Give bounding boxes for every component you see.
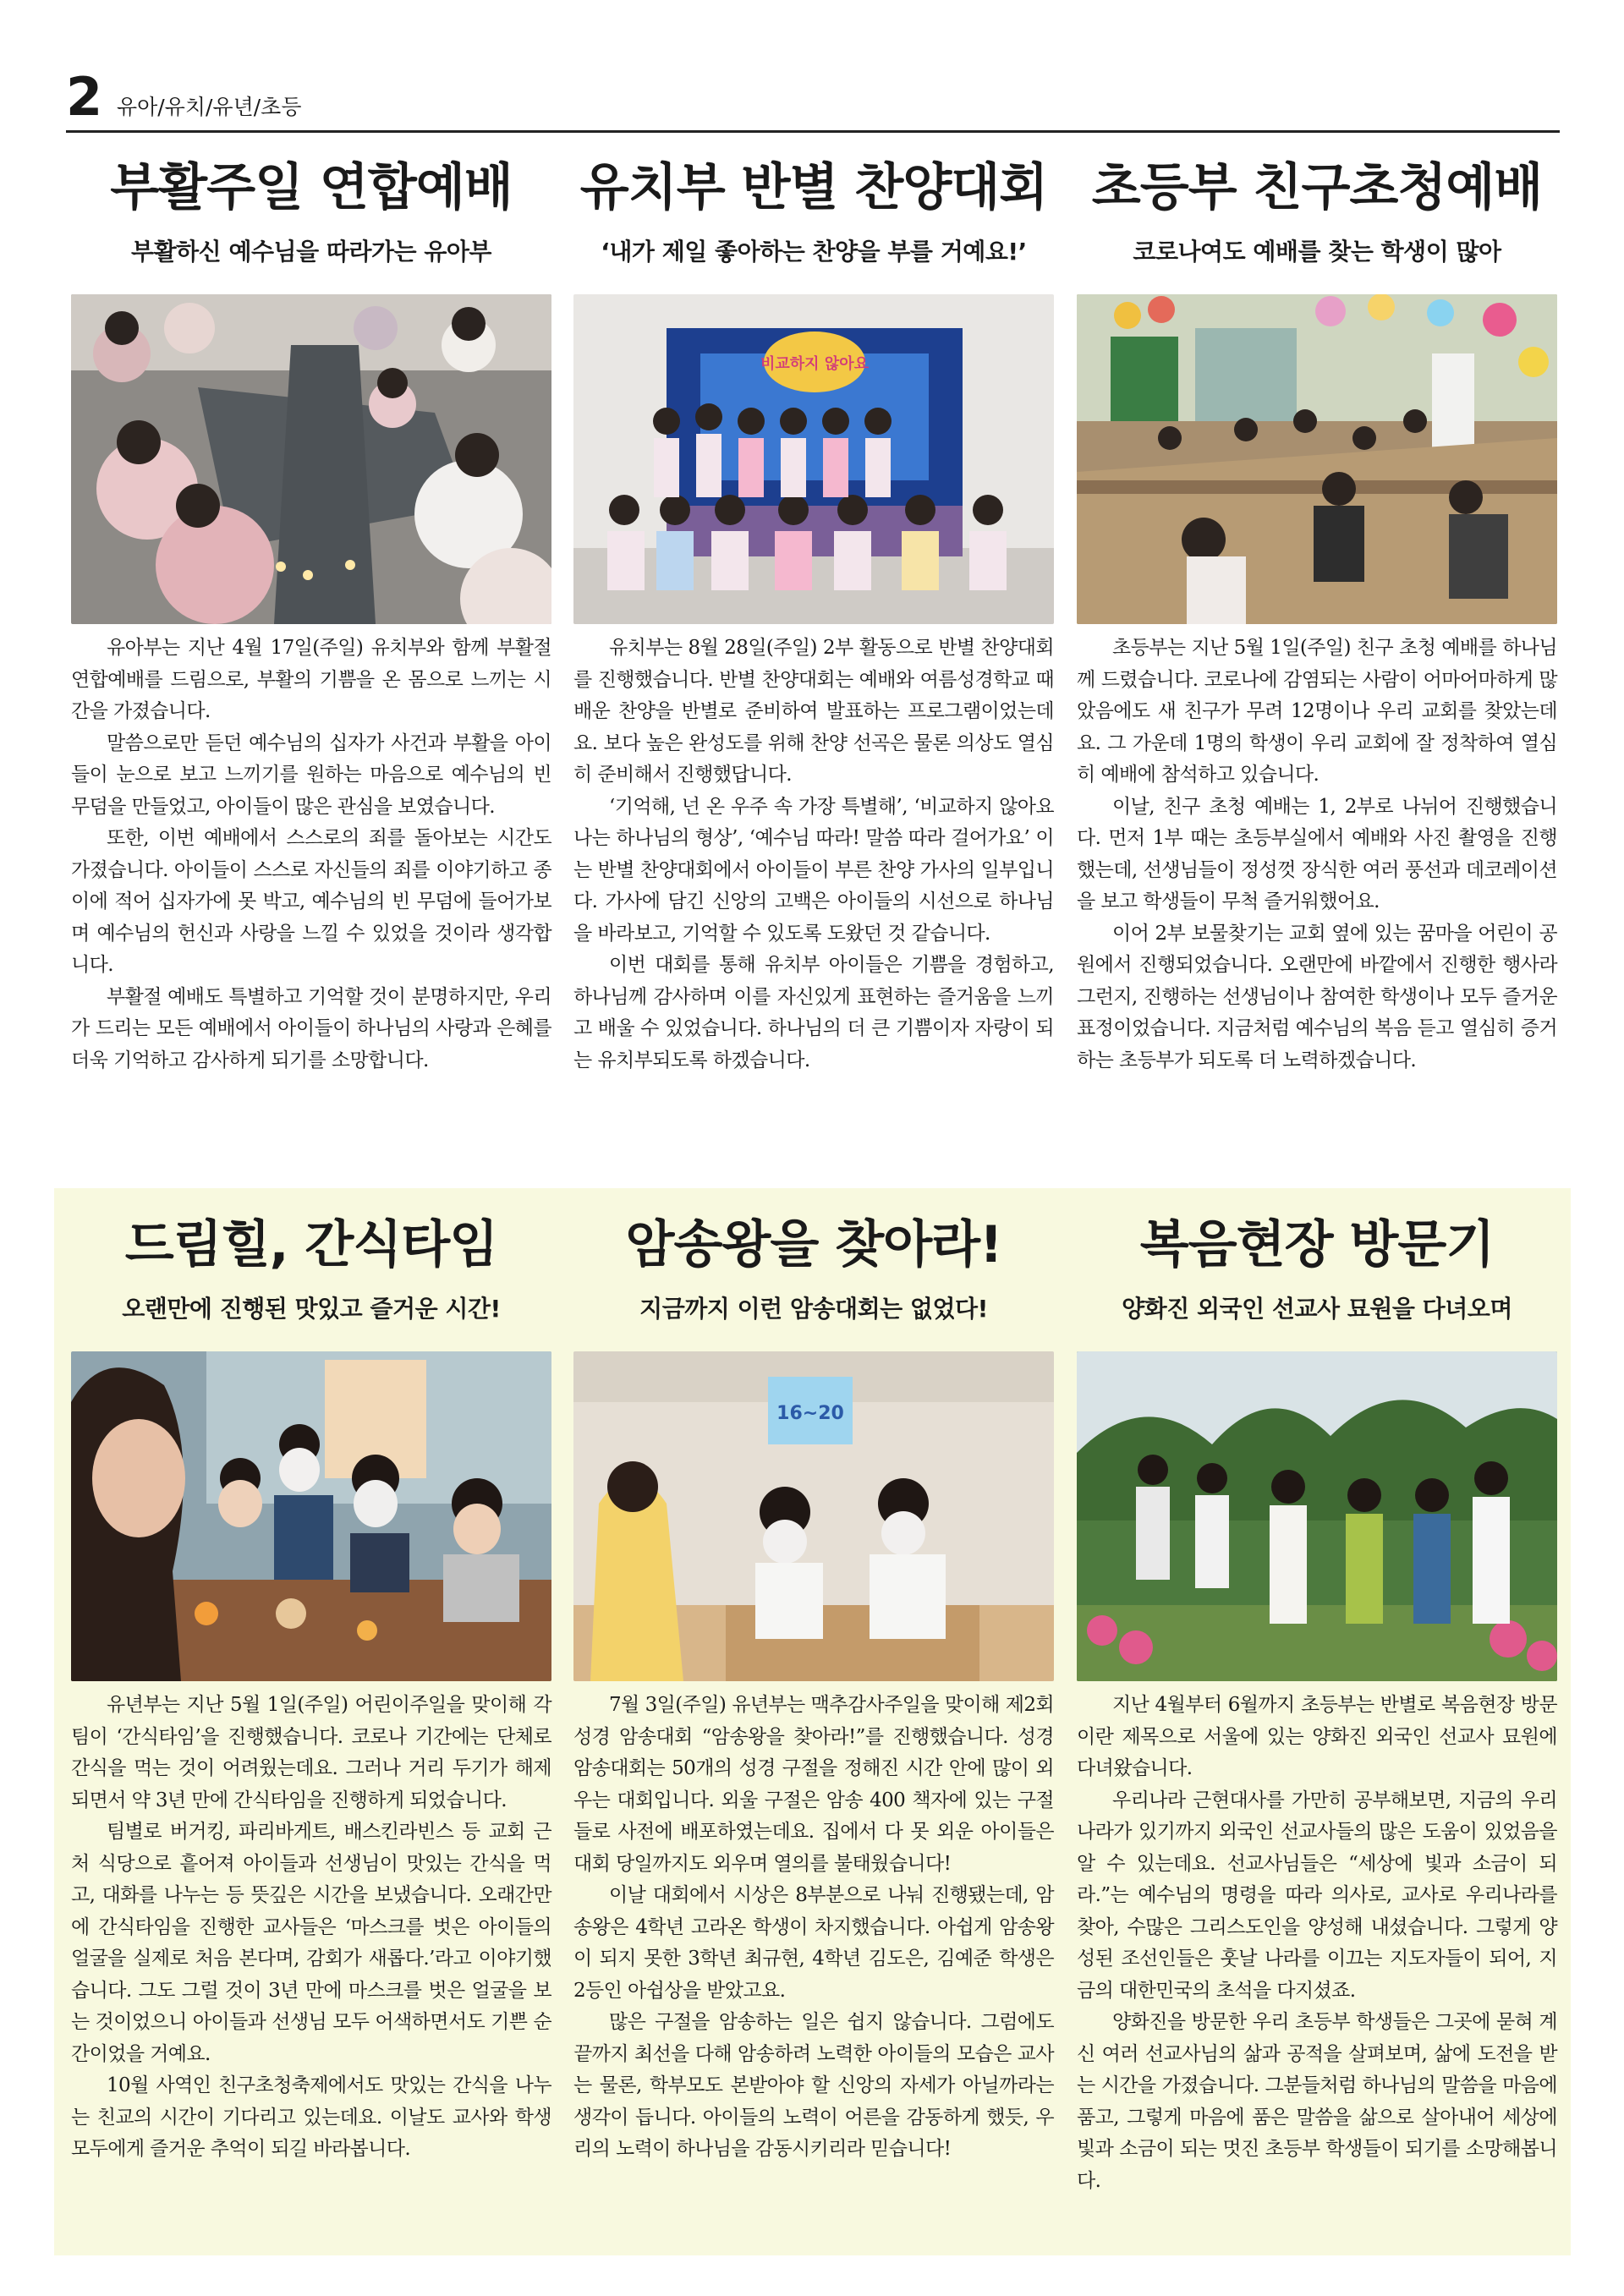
classroom-sign-text: 16~20 <box>776 1403 844 1424</box>
paragraph: 우리나라 근현대사를 가만히 공부해보면, 지금의 우리나라가 있기까지 외국인 선교사들의 많은 도움이 있었음을 알 수 있는데요. 선교사님들은 “세상에 빛과 소금이 되라.”는 예수님의 명령을 따라 의사로, 교사로 우리나라를 찾아, 수많은 그리스도인을 양성해 내셨습니다. 그렇게 양성된 조선인들은 훗날 나라를 이끄는 지도자들이 되어, 지금의 대한민국의 초석을 다지셨죠. <box>1077 1789 1557 2002</box>
paragraph: 지난 4월부터 6월까지 초등부는 반별로 복음현장 방문이란 제목으로 서울에 있는 양화진 외국인 선교사 묘원에 다녀왔습니다. <box>1077 1694 1557 1779</box>
paragraph: 많은 구절을 암송하는 일은 쉽지 않습니다. 그럼에도 끝까지 최선을 다해 암송하려 노력한 아이들의 모습은 교사는 물론, 학부모도 본받아야 할 신앙의 자세가 아닐까라는 생각이 듭니다. 아이들의 노력이 어른을 감동하게 했듯, 우리의 노력이 하나님을 감동시키리라 믿습니다! <box>573 2011 1054 2160</box>
article-body <box>1077 633 1557 1077</box>
paragraph: 유년부는 지난 5월 1일(주일) 어린이주일을 맞이해 각 팀이 ‘간식타임’을 진행했습니다. 코로나 기간에는 단체로 간식을 먹는 것이 어려웠는데요. 그러나 거리 두기가 해제되면서 약 3년 만에 간식타임을 진행하게 되었습니다. <box>71 1694 551 1811</box>
paragraph: 이번 대회를 통해 유치부 아이들은 기쁨을 경험하고, 하나님께 감사하며 이를 자신있게 표현하는 즐거움을 느끼고 배울 수 있었습니다. 하나님의 더 큰 기쁨이자 자랑이 되는 유치부되도록 하겠습니다. <box>573 954 1054 1071</box>
stage-banner-text: 비교하지 않아요 <box>760 355 869 373</box>
paragraph: 부활절 예배도 특별하고 기억할 것이 분명하지만, 우리가 드리는 모든 예배에서 아이들이 하나님의 사랑과 은혜를 더욱 기억하고 감사하게 되기를 소망합니다. <box>71 985 551 1071</box>
paragraph: 양화진을 방문한 우리 초등부 학생들은 그곳에 묻혀 계신 여러 선교사님의 삶과 공적을 살펴보며, 삶에 도전을 받는 시간을 가졌습니다. 그분들처럼 하나님의 말씀을 마음에 품고, 그렇게 마음에 품은 말씀을 삶으로 살아내어 세상에 빛과 소금이 되는 멋진 초등부 학생들이 되기를 소망해봅니다. <box>1077 2011 1557 2192</box>
paragraph: 이어 2부 보물찾기는 교회 옆에 있는 꿈마을 어린이 공원에서 진행되었습니다. 오랜만에 바깥에서 진행한 행사라 그런지, 진행하는 선생님이나 참여한 학생이나 모두 즐거운 표정이었습니다. 지금처럼 예수님의 복음 듣고 열심히 증거하는 초등부가 되도록 더 노력하겠습니다. <box>1077 922 1557 1071</box>
article-title: 부활주일 연합예배 <box>110 158 513 217</box>
paragraph: 10월 사역인 친구초청축제에서도 맛있는 간식을 나누는 친교의 시간이 기다리고 있는데요. 이날도 교사와 학생 모두에게 즐거운 추억이 되길 바라봅니다. <box>71 2074 551 2160</box>
snack-time-photo <box>71 1351 551 1681</box>
article-praise-contest <box>573 152 1054 1077</box>
page-header <box>66 66 1560 133</box>
article-subtitle: ‘내가 제일 좋아하는 찬양을 부를 거예요!’ <box>601 238 1027 266</box>
friend-invitation-photo <box>1077 294 1557 624</box>
paragraph: 말씀으로만 듣던 예수님의 십자가 사건과 부활을 아이들이 눈으로 보고 느끼기를 원하는 마음으로 예수님의 빈 무덤을 만들었고, 아이들이 많은 관심을 보였습니다. <box>71 732 551 818</box>
article-title: 유치부 반별 찬양대회 <box>579 158 1048 217</box>
paragraph: 팀별로 버거킹, 파리바게트, 배스킨라빈스 등 교회 근처 식당으로 흩어져 아이들과 선생님이 맛있는 간식을 먹고, 대화를 나누는 등 뜻깊은 시간을 보냈습니다. 오래간만에 간식타임을 진행한 교사들은 ‘마스크를 벗은 아이들의 얼굴을 실제로 처음 본다며, 감회가 새롭다.’라고 이야기했습니다. 그도 그럴 것이 3년 만에 마스크를 벗은 얼굴을 보는 것이었으니 아이들과 선생님 모두 어색하면서도 기쁜 순간이었을 거예요. <box>71 1821 551 2065</box>
paragraph: 유아부는 지난 4월 17일(주일) 유치부와 함께 부활절 연합예배를 드림으로, 부활의 기쁨을 온 몸으로 느끼는 시간을 가졌습니다. <box>71 637 551 722</box>
article-title: 초등부 친구초청예배 <box>1091 158 1543 217</box>
article-body <box>573 1690 1054 2166</box>
article-body <box>1077 1690 1557 2197</box>
article-subtitle: 오랜만에 진행된 맛있고 즐거운 시간! <box>122 1295 501 1323</box>
article-title: 드림힐, 간식타임 <box>124 1215 498 1274</box>
section-label: 유아/유치/유년/초등 <box>117 95 302 119</box>
article-subtitle: 코로나여도 예배를 찾는 학생이 많아 <box>1133 238 1501 266</box>
easter-photo <box>71 294 551 624</box>
paragraph: 이날 대회에서 시상은 8부분으로 나눠 진행됐는데, 암송왕은 4학년 고라온 학생이 차지했습니다. 아쉽게 암송왕이 되지 못한 3학년 최규현, 4학년 김도은, 김예준 학생은 2등인 아쉽상을 받았고요. <box>573 1884 1054 2002</box>
paragraph: 7월 3일(주일) 유년부는 맥추감사주일을 맞이해 제2회 성경 암송대회 “암송왕을 찾아라!”를 진행했습니다. 성경 암송대회는 50개의 성경 구절을 정해진 시간 안에 많이 외우는 대회입니다. 외울 구절은 암송 400 책자에 있는 구절들로 사전에 배포하였는데요. 집에서 다 못 외운 아이들은 대회 당일까지도 외우며 열의를 불태웠습니다! <box>573 1694 1054 1875</box>
article-subtitle: 지금까지 이런 암송대회는 없었다! <box>639 1295 988 1323</box>
memorization-contest-photo <box>573 1351 1054 1681</box>
article-memorization-contest <box>573 1209 1054 2166</box>
article-subtitle: 부활하신 예수님을 따라가는 유아부 <box>131 238 491 266</box>
article-body <box>71 633 551 1077</box>
paragraph: 또한, 이번 예배에서 스스로의 죄를 돌아보는 시간도 가졌습니다. 아이들이 스스로 자신들의 죄를 이야기하고 종이에 적어 십자가에 못 박고, 예수님의 빈 무덤에 들어가보며 예수님의 헌신과 사랑을 느낄 수 있었을 것이라 생각합니다. <box>71 827 551 976</box>
paragraph: 이날, 친구 초청 예배는 1, 2부로 나뉘어 진행했습니다. 먼저 1부 때는 초등부실에서 예배와 사진 촬영을 진행했는데, 선생님들이 정성껏 장식한 여러 풍선과 데코레이션을 보고 학생들이 무척 즐거워했어요. <box>1077 795 1557 912</box>
article-body <box>71 1690 551 2166</box>
article-snack-time <box>71 1209 551 2166</box>
page-number: 2 <box>66 66 103 128</box>
paragraph: ‘기억해, 넌 온 우주 속 가장 특별해’, ‘비교하지 않아요 나는 하나님의 형상’, ‘예수님 따라! 말씀 따라 걸어가요’ 이는 반별 찬양대회에서 아이들이 부른 찬양 가사의 일부입니다. 가사에 담긴 신앙의 고백은 아이들의 시선으로 하나님을 바라보고, 기억할 수 있도록 도왔던 것 같습니다. <box>573 795 1054 945</box>
article-gospel-site-visit <box>1077 1209 1557 2197</box>
paragraph: 초등부는 지난 5월 1일(주일) 친구 초청 예배를 하나님께 드렸습니다. 코로나에 감염되는 사람이 어마어마하게 많았음에도 새 친구가 무려 12명이나 우리 교회를 찾았는데요. 그 가운데 1명의 학생이 우리 교회에 잘 정착하여 열심히 예배에 참석하고 있습니다. <box>1077 637 1557 786</box>
article-friend-invitation <box>1077 152 1557 1077</box>
article-body <box>573 633 1054 1077</box>
paragraph: 유치부는 8월 28일(주일) 2부 활동으로 반별 찬양대회를 진행했습니다. 반별 찬양대회는 예배와 여름성경학교 때 배운 찬양을 반별로 준비하여 발표하는 프로그램이었는데요. 보다 높은 완성도를 위해 찬양 선곡은 물론 의상도 열심히 준비해서 진행했답니다. <box>573 637 1054 786</box>
praise-contest-photo <box>573 294 1054 624</box>
article-title: 암송왕을 찾아라! <box>625 1215 1002 1274</box>
article-title: 복음현장 방문기 <box>1139 1215 1495 1274</box>
article-subtitle: 양화진 외국인 선교사 묘원을 다녀오며 <box>1122 1295 1512 1323</box>
gospel-site-photo <box>1077 1351 1557 1681</box>
article-easter-service <box>71 152 551 1077</box>
